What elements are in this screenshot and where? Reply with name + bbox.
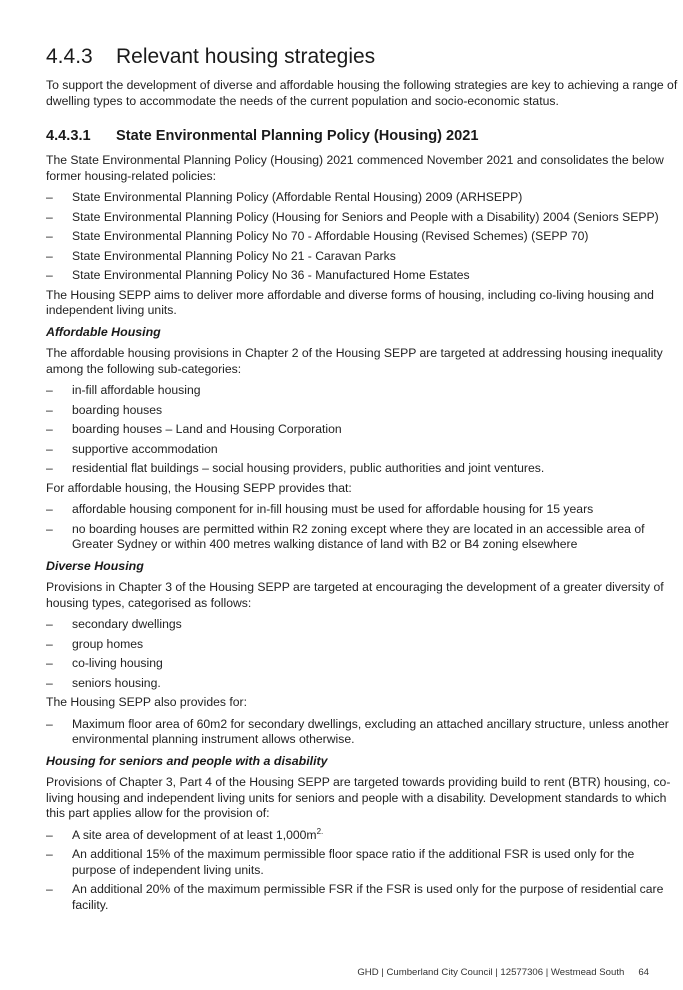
list-item: – supportive accommodation: [46, 441, 218, 456]
list-item: – An additional 20% of the maximum permissible FSR if the FSR is used only for the purpose of residential care facility.: [46, 882, 664, 912]
list-item: – group homes: [46, 636, 144, 651]
former-policies-list: [46, 190, 678, 284]
list-item: – State Environmental Planning Policy No 36 - Manufactured Home Estates: [46, 268, 470, 282]
diverse-intro-paragraph: Provisions in Chapter 3 of the Housing SEPP are targeted at encouraging the development of a greater diversity of housing types, categorised as follows:: [46, 580, 664, 610]
list-item: – State Environmental Planning Policy No 21 - Caravan Parks: [46, 248, 396, 263]
seniors-housing-heading: Housing for seniors and people with a disability: [46, 753, 328, 768]
diverse-also-paragraph: The Housing SEPP also provides for:: [46, 695, 247, 709]
section-heading: [46, 44, 678, 70]
diverse-also-list: [46, 717, 678, 748]
footer-text: GHD | Cumberland City Council | 12577306 | Westmead South: [357, 967, 625, 978]
list-item: – residential flat buildings – social housing providers, public authorities and joint ventures.: [46, 461, 545, 475]
list-item: – co-living housing: [46, 656, 163, 670]
diverse-types-list: [46, 617, 678, 691]
page-number: 64: [638, 967, 649, 978]
sepp-aims-paragraph: The Housing SEPP aims to deliver more affordable and diverse forms of housing, including co-living housing and independent living units.: [46, 287, 654, 317]
document-page: [46, 44, 678, 917]
list-item: – Maximum floor area of 60m2 for secondary dwellings, excluding an attached ancillary structure, unless another environmental planning instrument allows otherwise.: [46, 716, 669, 746]
list-item: – secondary dwellings: [46, 617, 182, 631]
affordable-provisions-list: [46, 502, 678, 553]
list-item: – boarding houses: [46, 402, 163, 417]
seniors-intro-paragraph: Provisions of Chapter 3, Part 4 of the Housing SEPP are targeted towards providing build to rent (BTR) housing, co-living housing and independent living units for seniors and people with a disability. Development standards to which this part applies allow for the provision of:: [46, 775, 671, 820]
affordable-provides-paragraph: For affordable housing, the Housing SEPP provides that:: [46, 480, 352, 495]
list-item: – boarding houses – Land and Housing Corporation: [46, 422, 342, 436]
section-number: 4.4.3: [46, 45, 93, 68]
list-item: – seniors housing.: [46, 675, 161, 690]
affordable-subcategories-list: [46, 383, 678, 477]
affordable-intro-paragraph: The affordable housing provisions in Chapter 2 of the Housing SEPP are targeted at addressing housing inequality among the following sub-categories:: [46, 346, 663, 376]
list-item: – State Environmental Planning Policy (Affordable Rental Housing) 2009 (ARHSEPP): [46, 190, 523, 204]
subsection-heading: [46, 127, 678, 145]
seniors-standards-list: [46, 828, 678, 914]
list-item: – An additional 15% of the maximum permissible floor space ratio if the additional FSR is used only for the purpose of independent living units.: [46, 847, 635, 877]
affordable-housing-heading: Affordable Housing: [46, 324, 161, 339]
sepp-intro-paragraph: The State Environmental Planning Policy (Housing) 2021 commenced November 2021 and consolidates the below former housing-related policies:: [46, 153, 664, 183]
intro-paragraph: To support the development of diverse and affordable housing the following strategies are key to achieving a range of dwelling types to accommodate the needs of the current population and socio-economic status.: [46, 78, 678, 108]
section-title: Relevant housing strategies: [116, 45, 376, 68]
list-item: – State Environmental Planning Policy No 70 - Affordable Housing (Revised Schemes) (SEPP 70): [46, 229, 589, 243]
subsection-title: State Environmental Planning Policy (Housing) 2021: [116, 128, 479, 144]
diverse-housing-heading: Diverse Housing: [46, 558, 144, 573]
subsection-number: 4.4.3.1: [46, 128, 91, 144]
list-item: – A site area of development of at least $1,000m^{2.}$: [46, 826, 324, 842]
list-item: – State Environmental Planning Policy (Housing for Seniors and People with a Disability) 2004 (Seniors SEPP): [46, 209, 659, 224]
list-item: – no boarding houses are permitted within R2 zoning except where they are located in an accessible area of Greater Sydney or within 400 metres walking distance of land with B2 or B4 zoning elsewhere: [46, 521, 645, 551]
list-item: – in-fill affordable housing: [46, 383, 201, 397]
list-item: – affordable housing component for in-fill housing must be used for affordable housing for 15 years: [46, 502, 594, 516]
page-footer: [357, 967, 649, 978]
